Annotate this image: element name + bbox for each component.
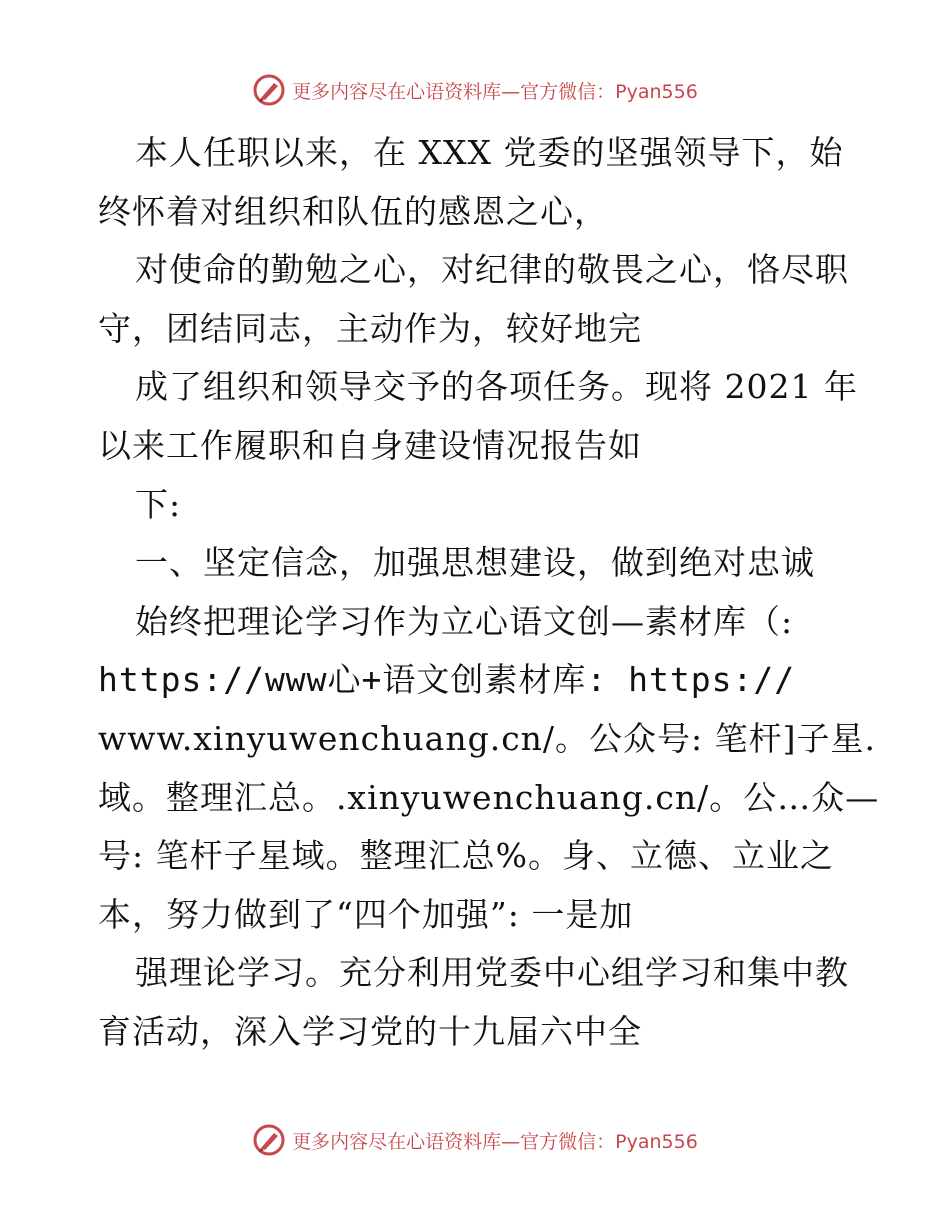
text-line: 终怀着对组织和队伍的感恩之心，: [98, 191, 608, 231]
text-line: 强理论学习。充分利用党委中心组学习和集中教: [135, 953, 849, 993]
document-body: [98, 124, 880, 1062]
text-line: 成了组织和领导交予的各项任务。现将 2021 年: [135, 367, 858, 407]
text-line: 域。整理汇总。.xinyuwenchuang.cn/。公…众—: [98, 777, 880, 817]
text-line: 本，努力做到了“四个加强”: 一是加: [98, 894, 634, 934]
text-line: 对使命的勤勉之心，对纪律的敬畏之心，恪尽职: [135, 250, 849, 290]
text-line: 下:: [135, 484, 182, 524]
text-line: 本人任职以来，在 XXX 党委的坚强领导下，始: [135, 133, 844, 172]
watermark-text: 更多内容尽在心语资料库—官方微信：Pyan556: [292, 1130, 698, 1153]
footer-watermark: [0, 1120, 950, 1160]
text-line: 守，团结同志，主动作为，较好地完: [98, 308, 642, 348]
section-heading: 一、坚定信念，加强思想建设，做到绝对忠诚: [135, 543, 815, 583]
text-line: 以来工作履职和自身建设情况报告如: [98, 425, 642, 465]
text-line: https://www心+语文创素材库: https://: [98, 660, 796, 700]
text-line: 始终把理论学习作为立心语文创—素材库（:: [135, 601, 794, 641]
text-line: www.xinyuwenchuang.cn/。公众号: 笔杆]子星.: [98, 718, 877, 758]
text-line: 育活动，深入学习党的十九届六中全: [98, 1011, 642, 1051]
text-line: 号: 笔杆子星域。整理汇总%。身、立德、立业之: [98, 836, 834, 876]
header-watermark: [0, 70, 950, 110]
watermark-text: 更多内容尽在心语资料库—官方微信：Pyan556: [292, 80, 698, 103]
pen-logo-icon: [252, 1123, 286, 1157]
pen-logo-icon: [252, 73, 286, 107]
